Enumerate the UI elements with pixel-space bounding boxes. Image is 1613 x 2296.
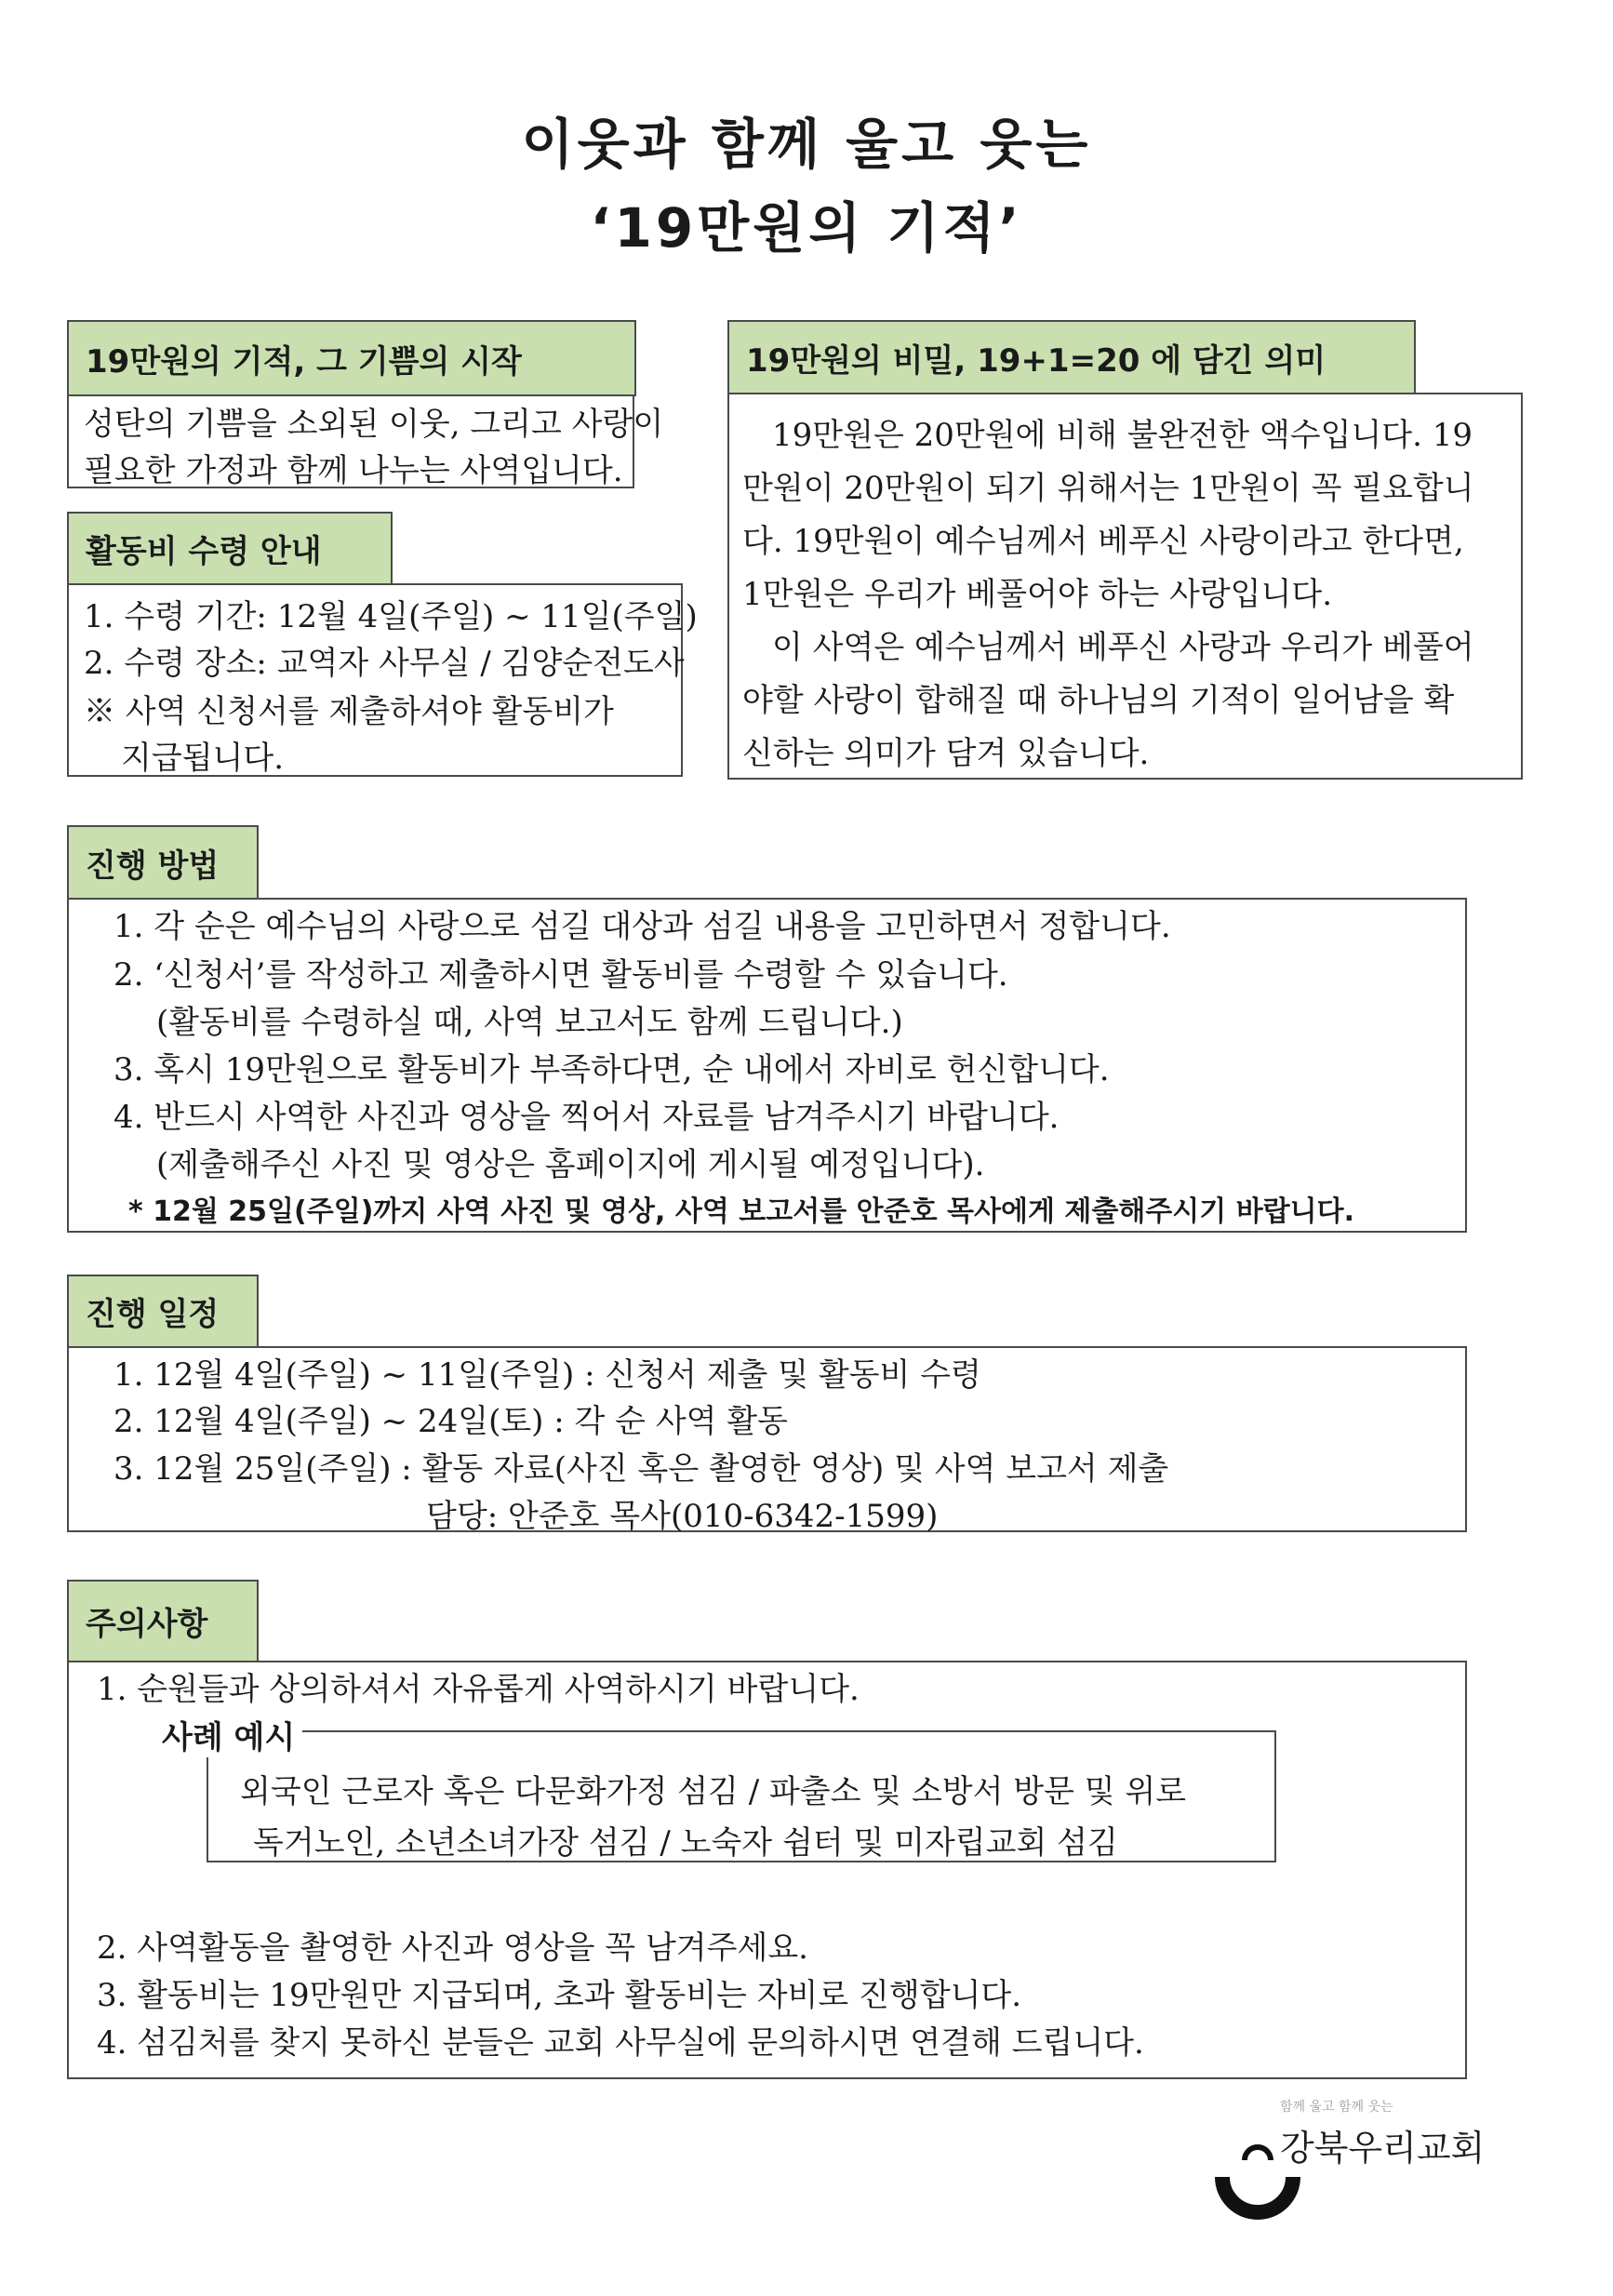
logo-tagline: 함께 울고 함께 웃는 (1280, 2100, 1393, 2115)
fund-line: 지급됩니다. (121, 740, 285, 777)
start-line: 필요한 가정과 함께 나누는 사역입니다. (84, 452, 623, 489)
notes-line: 4. 섬김처를 찾지 못하신 분들은 교회 사무실에 문의하시면 연결해 드립니다. (97, 2024, 1144, 2062)
example-header: 사례 예시 (154, 1712, 302, 1757)
start-line: 성탄의 기쁨을 소외된 이웃, 그리고 사랑이 (84, 406, 664, 443)
method-line: 2. ‘신청서’를 작성하고 제출하시면 활동비를 수령할 수 있습니다. (113, 956, 1008, 994)
method-deadline-note: * 12월 25일(주일)까지 사역 사진 및 영상, 사역 보고서를 안준호 목사에게 제출해주시기 바랍니다. (128, 1195, 1355, 1228)
method-header: 진행 방법 (67, 825, 259, 900)
notes-line: 2. 사역활동을 촬영한 사진과 영상을 꼭 남겨주세요. (97, 1929, 808, 1967)
method-line: 4. 반드시 사역한 사진과 영상을 찍어서 자료를 남겨주시기 바랍니다. (113, 1099, 1060, 1136)
example-line: 외국인 근로자 혹은 다문화가정 섬김 / 파출소 및 소방서 방문 및 위로 (240, 1773, 1187, 1810)
schedule-contact: 담당: 안준호 목사(010-6342-1599) (426, 1498, 939, 1535)
schedule-line: 2. 12월 4일(주일) ~ 24일(토) : 각 순 사역 활동 (113, 1403, 788, 1440)
secret-line: 만원이 20만원이 되기 위해서는 1만원이 꼭 필요합니 (742, 470, 1474, 507)
method-line: (활동비를 수령하실 때, 사역 보고서도 함께 드립니다.) (156, 1004, 903, 1041)
secret-line: 19만원은 20만원에 비해 불완전한 액수입니다. 19 (772, 417, 1473, 454)
notes-header: 주의사항 (67, 1580, 259, 1662)
schedule-line: 1. 12월 4일(주일) ~ 11일(주일) : 신청서 제출 및 활동비 수령 (113, 1356, 981, 1394)
schedule-line: 3. 12월 25일(주일) : 활동 자료(사진 혹은 촬영한 영상) 및 사역 보고서 제출 (113, 1450, 1169, 1488)
page-title-line1: 이웃과 함께 울고 웃는 (521, 113, 1092, 176)
notes-line: 1. 순원들과 상의하셔서 자유롭게 사역하시기 바랍니다. (97, 1671, 860, 1708)
method-line: 1. 각 순은 예수님의 사랑으로 섬길 대상과 섬길 내용을 고민하면서 정합니다. (113, 908, 1171, 945)
notes-line: 3. 활동비는 19만원만 지급되며, 초과 활동비는 자비로 진행합니다. (97, 1977, 1022, 2014)
method-line: (제출해주신 사진 및 영상은 홈페이지에 게시될 예정입니다). (156, 1146, 985, 1183)
start-header: 19만원의 기적, 그 기쁨의 시작 (67, 320, 636, 396)
secret-header: 19만원의 비밀, 19+1=20 에 담긴 의미 (727, 320, 1416, 394)
secret-line: 야할 사랑이 합해질 때 하나님의 기적이 일어남을 확 (742, 682, 1455, 719)
secret-line: 1만원은 우리가 베풀어야 하는 사랑입니다. (742, 576, 1333, 613)
fund-line: 2. 수령 장소: 교역자 사무실 / 김양순전도사 (84, 645, 685, 682)
example-line: 독거노인, 소년소녀가장 섬김 / 노숙자 쉼터 및 미자립교회 섬김 (253, 1824, 1118, 1862)
page-title-line2: ‘19만원의 기적’ (590, 196, 1023, 260)
schedule-header: 진행 일정 (67, 1275, 259, 1348)
fund-line: 1. 수령 기간: 12월 4일(주일) ~ 11일(주일) (84, 598, 698, 635)
method-line: 3. 혹시 19만원으로 활동비가 부족하다면, 순 내에서 자비로 헌신합니다. (113, 1051, 1110, 1088)
secret-line: 다. 19만원이 예수님께서 베푸신 사랑이라고 한다면, (742, 523, 1464, 560)
logo-church-name: 강북우리교회 (1280, 2128, 1486, 2169)
secret-line: 이 사역은 예수님께서 베푸신 사랑과 우리가 베풀어 (772, 629, 1474, 666)
secret-line: 신하는 의미가 담겨 있습니다. (742, 735, 1150, 772)
fund-line: ※ 사역 신청서를 제출하셔야 활동비가 (84, 693, 614, 730)
fund-header: 활동비 수령 안내 (67, 512, 393, 585)
